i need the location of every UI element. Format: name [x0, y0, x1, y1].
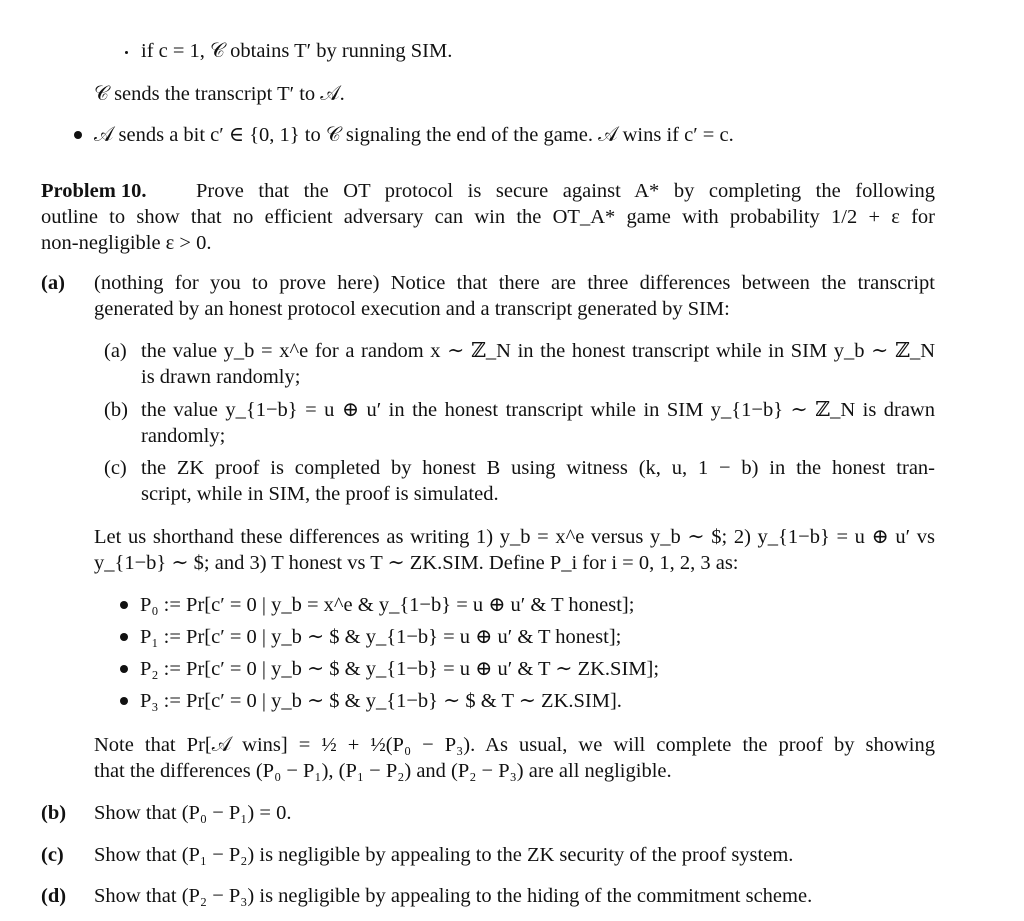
difference-a-label: (a): [104, 340, 127, 362]
shorthand-line-2: y_{1−b} ∼ $; and 3) T honest vs T ∼ ZK.SIM. Define P_i for i = 0, 1, 2, 3 as:: [94, 552, 739, 574]
part-d-text: Show that (P₂ − P₃) is negligible by appealing to the hiding of the commitment scheme.: [94, 885, 813, 907]
final-bullet-text: 𝒜 sends a bit c′ ∈ {0, 1} to 𝒞 signaling the end of the game. 𝒜 wins if c′ = c.: [94, 124, 734, 146]
bullet: [120, 633, 128, 641]
note-line-2: that the differences (P₀ − P₁), (P₁ − P₂) and (P₂ − P₃) are all negligible.: [94, 760, 672, 782]
part-c-label: (c): [41, 844, 64, 866]
bullet: [120, 601, 128, 609]
difference-c-line-1: the ZK proof is completed by honest B using witness (k, u, 1 − b) in the honest tran-: [141, 457, 935, 479]
bullet: [74, 131, 82, 139]
difference-b-line-1: the value y_{1−b} = u ⊕ u′ in the honest transcript while in SIM y_{1−b} ∼ ℤ_N is drawn: [141, 399, 935, 421]
part-b-label: (b): [41, 802, 67, 824]
note-line-1: Note that Pr[𝒜 wins] = ½ + ½(P₀ − P₃). As usual, we will complete the proof by showing: [94, 734, 935, 756]
part-a-label: (a): [41, 272, 65, 294]
difference-a-line-1: the value y_b = x^e for a random x ∼ ℤ_N in the honest transcript while in SIM y_b ∼ ℤ_N: [141, 340, 935, 362]
difference-c-label: (c): [104, 457, 127, 479]
problem-heading: Problem 10.: [41, 180, 147, 202]
part-a-intro-line-2: generated by an honest protocol execution and a transcript generated by SIM:: [94, 298, 730, 320]
problem-statement-line-2: outline to show that no efficient adversary can win the OT_A* game with probability 1/2 + ε for: [41, 206, 935, 228]
part-a-intro-line-1: (nothing for you to prove here) Notice that there are three differences between the transcript: [94, 272, 935, 294]
problem-statement-line-3: non-negligible ε > 0.: [41, 232, 212, 254]
definition-p1: P₁ := Pr[c′ = 0 | y_b ∼ $ & y_{1−b} = u ⊕ u′ & T honest];: [140, 626, 622, 648]
bullet: [120, 665, 128, 673]
difference-b-label: (b): [104, 399, 128, 421]
definition-p2: P₂ := Pr[c′ = 0 | y_b ∼ $ & y_{1−b} = u ⊕ u′ & T ∼ ZK.SIM];: [140, 658, 660, 680]
definition-p3: P₃ := Pr[c′ = 0 | y_b ∼ $ & y_{1−b} ∼ $ & T ∼ ZK.SIM].: [140, 690, 622, 712]
sub-bullet: [125, 51, 128, 54]
shorthand-line-1: Let us shorthand these differences as writing 1) y_b = x^e versus y_b ∼ $; 2) y_{1−b} = u ⊕ u′ vs: [94, 526, 935, 548]
difference-a-line-2: is drawn randomly;: [141, 366, 301, 388]
part-b-text: Show that (P₀ − P₁) = 0.: [94, 802, 292, 824]
sends-transcript-text: 𝒞 sends the transcript T′ to 𝒜.: [94, 83, 345, 105]
definition-p0: P₀ := Pr[c′ = 0 | y_b = x^e & y_{1−b} = u ⊕ u′ & T honest];: [140, 594, 635, 616]
difference-b-line-2: randomly;: [141, 425, 226, 447]
problem-statement-line-1: Prove that the OT protocol is secure against A* by completing the following: [196, 180, 935, 202]
part-d-label: (d): [41, 885, 67, 907]
difference-c-line-2: script, while in SIM, the proof is simulated.: [141, 483, 499, 505]
part-c-text: Show that (P₁ − P₂) is negligible by appealing to the ZK security of the proof system.: [94, 844, 794, 866]
bullet: [120, 697, 128, 705]
game-sub-item: if c = 1, 𝒞 obtains T′ by running SIM.: [141, 40, 453, 62]
